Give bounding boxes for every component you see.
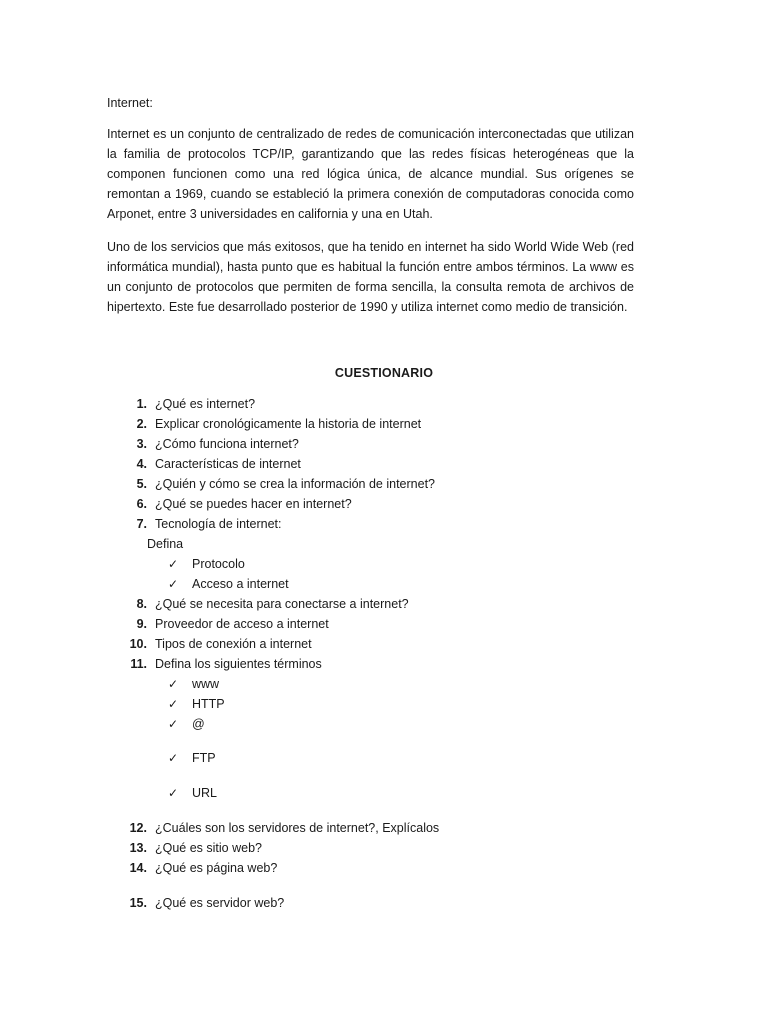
checkmark-icon: ✓ [168, 557, 179, 571]
question-number: 4. [136, 457, 147, 471]
question-text: Proveedor de acceso a internet [155, 617, 329, 631]
subitem-text: Protocolo [192, 557, 245, 571]
question-item [107, 434, 299, 454]
subitem [168, 574, 289, 594]
question-number: 6. [136, 497, 147, 511]
question-number: 3. [136, 437, 147, 451]
question-item [107, 614, 329, 634]
question-item [107, 514, 281, 534]
subitem-text: Acceso a internet [192, 577, 289, 591]
section-heading: Internet: [107, 96, 153, 110]
question-number: 10. [129, 637, 147, 651]
question-text: ¿Qué es servidor web? [155, 896, 285, 910]
question-item [107, 494, 352, 514]
subitem-text: @ [192, 717, 205, 731]
subitem [168, 714, 205, 734]
question-text: ¿Cuáles son los servidores de internet?, Explícalos [155, 821, 440, 835]
question-number: 13. [129, 841, 147, 855]
question-number: 12. [129, 821, 147, 835]
subitem-text: URL [192, 786, 218, 800]
paragraph-world-wide-web: Uno de los servicios que más exitosos, que ha tenido en internet ha sido World Wide Web (red informática mundial), hasta punto que es habitual la función entre ambos términos. La www es un conjunto de protocolos que permiten de forma sencilla, la consulta remota de archivos de hipertexto. Este fue desarrollado posterior de 1990 y utiliza internet como medio de transición. [107, 240, 634, 314]
question-number: 9. [136, 617, 147, 631]
question-item [107, 893, 284, 913]
question-text: ¿Qué es sitio web? [155, 841, 262, 855]
checkmark-icon: ✓ [168, 786, 179, 800]
question-item [107, 594, 409, 614]
subitem-text: HTTP [192, 697, 225, 711]
question-text: Explicar cronológicamente la historia de internet [155, 417, 422, 431]
question-item [107, 454, 301, 474]
question-item [107, 474, 435, 494]
question-text: ¿Cómo funciona internet? [155, 437, 299, 451]
subitem [168, 748, 216, 768]
subitem [168, 674, 219, 694]
question-text: ¿Quién y cómo se crea la información de internet? [155, 477, 435, 491]
subitem-text: www [192, 677, 220, 691]
checkmark-icon: ✓ [168, 697, 179, 711]
question-text: Características de internet [155, 457, 301, 471]
question-item [107, 818, 439, 838]
question-text: Tipos de conexión a internet [155, 637, 312, 651]
checkmark-icon: ✓ [168, 577, 179, 591]
subitem [168, 783, 217, 803]
question-number: 7. [136, 517, 147, 531]
subitem [168, 554, 245, 574]
question-number: 15. [129, 896, 147, 910]
question-item [107, 858, 277, 878]
question-item [107, 654, 322, 674]
question-text: ¿Qué es página web? [155, 861, 278, 875]
question-number: 11. [130, 657, 147, 671]
question-text: Defina los siguientes términos [155, 657, 322, 671]
define-label: Defina [147, 537, 184, 551]
question-number: 1. [136, 397, 147, 411]
question-item [107, 414, 421, 434]
question-text: Tecnología de internet: [155, 517, 282, 531]
question-item [107, 838, 262, 858]
question-number: 5. [136, 477, 147, 491]
paragraph-internet-definition: Internet es un conjunto de centralizado de redes de comunicación interconectadas que utilizan la familia de protocolos TCP/IP, garantizando que las redes físicas heterogéneas que la componen funcionen como una red lógica única, de alcance mundial. Sus orígenes se remontan a 1969, cuando se estableció la primera conexión de computadoras conocida como Arponet, entre 3 universidades en california y una en Utah. [107, 127, 634, 221]
checkmark-icon: ✓ [168, 717, 179, 731]
checkmark-icon: ✓ [168, 677, 179, 691]
question-number: 14. [129, 861, 147, 875]
question-text: ¿Qué se necesita para conectarse a internet? [155, 597, 409, 611]
subitem-text: FTP [192, 751, 216, 765]
questionnaire-title: CUESTIONARIO [334, 366, 434, 380]
checkmark-icon: ✓ [168, 751, 179, 765]
subitem [168, 694, 225, 714]
question-number: 8. [136, 597, 147, 611]
question-item [107, 394, 255, 414]
question-text: ¿Qué se puedes hacer en internet? [155, 497, 352, 511]
question-number: 2. [136, 417, 147, 431]
question-text: ¿Qué es internet? [155, 397, 256, 411]
question-item [107, 634, 312, 654]
